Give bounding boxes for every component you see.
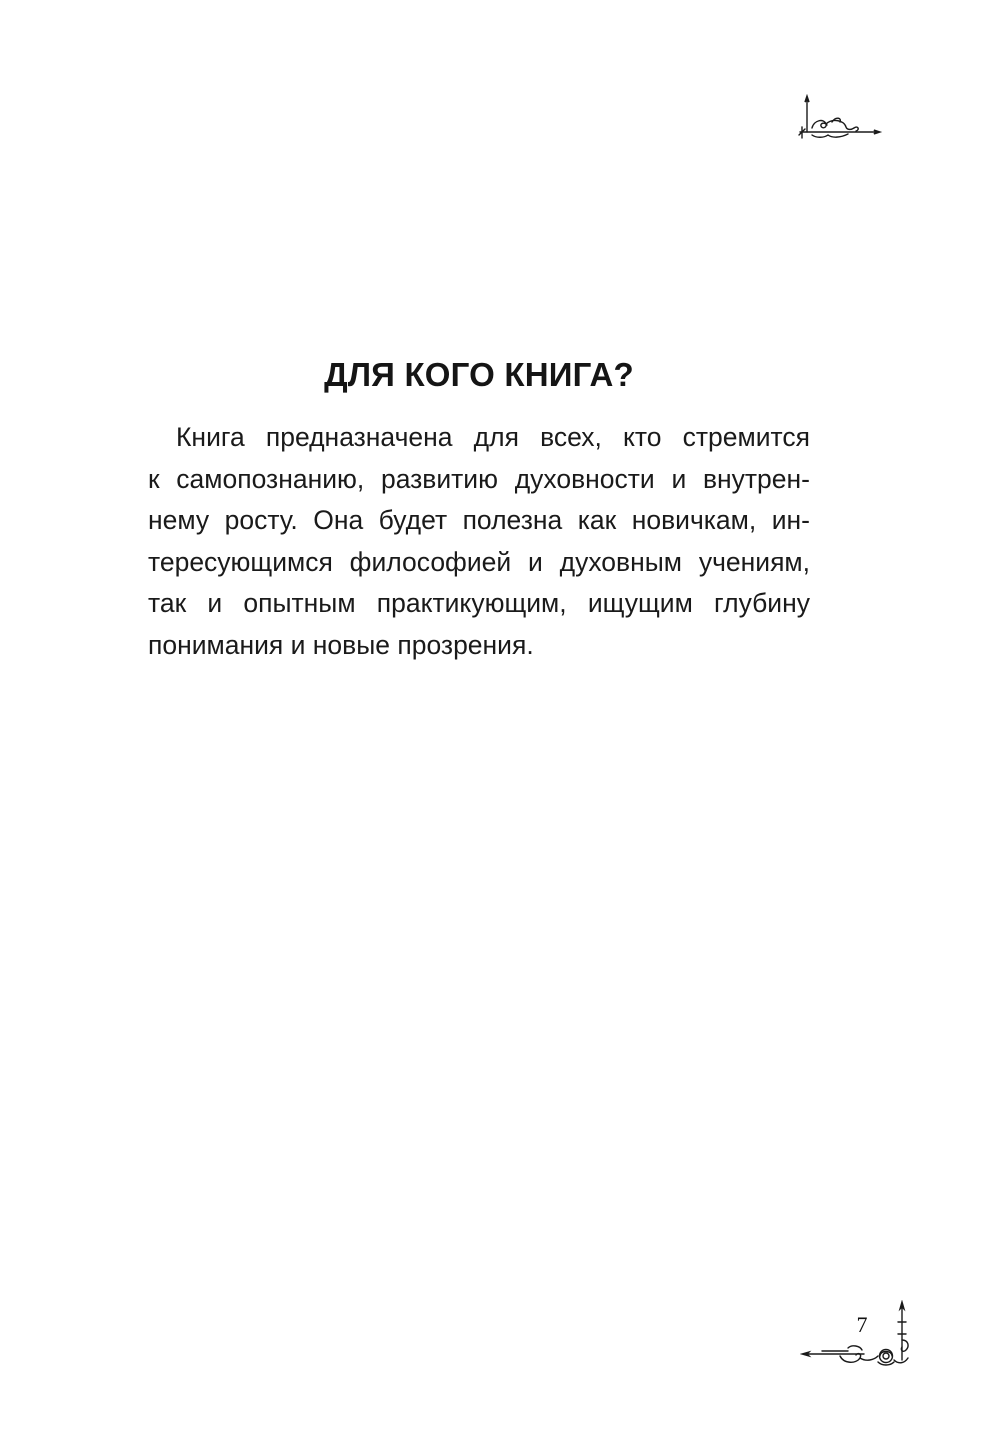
paragraph-line: так и опытным практикующим, ищущим глубину: [148, 588, 810, 619]
body-paragraph: [148, 417, 810, 667]
paragraph-line: понимания и новые прозрения.: [148, 629, 534, 660]
corner-flourish-icon: [796, 94, 884, 146]
corner-flourish-rose-icon: [800, 1300, 916, 1372]
paragraph-line: Книга предназначена для всех, кто стремится: [176, 422, 810, 452]
paragraph-line: тересующимся философией и духовным учениям,: [148, 546, 810, 577]
page-number: 7: [856, 1312, 868, 1337]
paragraph-line: к самопознанию, развитию духовности и внутрен-: [148, 463, 810, 494]
page-title: ДЛЯ КОГО КНИГА?: [324, 356, 634, 393]
paragraph-line: нему росту. Она будет полезна как новичкам, ин-: [148, 505, 810, 536]
